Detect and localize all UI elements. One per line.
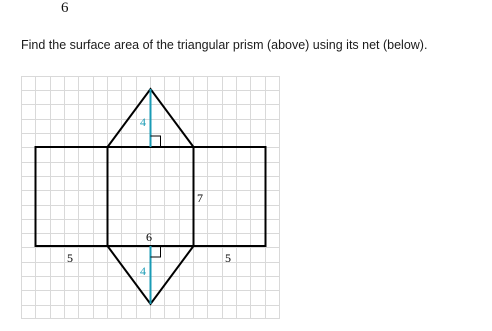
top-height-label: 4 — [140, 115, 146, 129]
prism-length-label: 7 — [197, 191, 203, 205]
right-rectangle-face — [194, 147, 266, 246]
bottom-height-label: 4 — [140, 264, 146, 278]
height-markers — [151, 89, 161, 304]
triangle-base-label: 6 — [146, 230, 152, 244]
right-width-label: 5 — [225, 251, 231, 265]
top-right-angle-mark — [151, 136, 161, 147]
left-rectangle-face — [36, 147, 108, 246]
question-number: 6 — [61, 0, 69, 16]
left-width-label: 5 — [67, 251, 73, 265]
question-text: Find the surface area of the triangular prism (above) using its net (below). — [21, 38, 428, 52]
dimension-labels — [67, 115, 231, 278]
